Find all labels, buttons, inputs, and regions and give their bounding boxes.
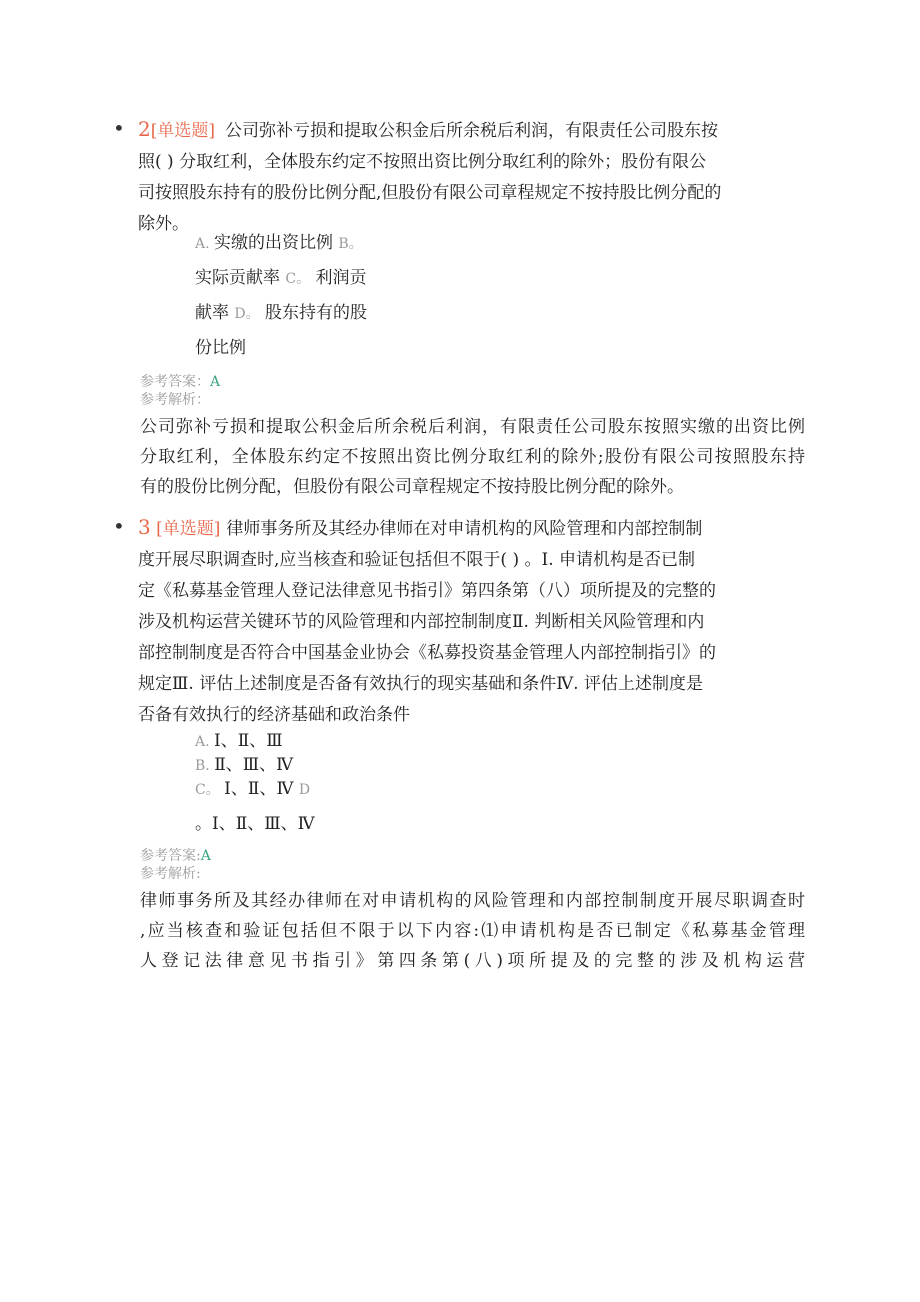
question-2-analysis [140,412,805,502]
question-2-stem [138,114,808,240]
answer-value: A [200,848,211,864]
option-text: Ⅰ、Ⅱ、Ⅲ [214,731,283,751]
question-type: [单选题] [156,519,221,539]
stem-line [138,512,808,545]
option-line [195,753,315,777]
answer-line [140,847,211,865]
stem-text: 公司弥补亏损和提取公积金后所余税后利润，有限责任公司股东按 [225,121,718,141]
option-text: Ⅰ、Ⅱ、Ⅳ [224,779,299,799]
stem-line: 除外。 [138,214,189,234]
stem-line: 度开展尽职调查时,应当核查和验证包括但不限于( ) 。Ⅰ. 申请机构是否已制 [138,550,695,570]
stem-line: 否备有效执行的经济基础和政治条件 [138,705,410,725]
question-3-analysis [140,886,805,976]
option-letter: C。 [195,782,225,798]
question-3-options [195,729,315,842]
option-letter: D [298,782,311,798]
answer-label: 参考答案: [140,848,201,864]
analysis-line: 人登记法律意见书指引》第四条第(八)项所提及的完整的涉及机构运营 [140,951,805,971]
option-text: 实际贡献率 [195,268,286,288]
option-line [195,777,315,801]
question-3-answer [140,847,211,883]
question-number: 3 [138,515,151,539]
analysis-label: 参考解析: [140,866,201,882]
option-text: Ⅱ、Ⅲ、Ⅳ [214,755,294,775]
stem-text: 律师事务所及其经办律师在对申请机构的风险管理和内部控制制 [226,519,703,539]
question-type: [单选题] [150,121,215,141]
option-line [195,226,367,261]
option-letter: B。 [338,236,363,252]
analysis-line: 有的股份比例分配，但股份有限公司章程规定不按持股比例分配的除外。 [140,477,684,497]
stem-line [138,114,808,147]
option-text: 份比例 [195,338,246,358]
option-line [195,807,315,842]
question-2-options [195,226,367,366]
stem-line: 部控制制度是否符合中国基金业协会《私募投资基金管理人内部控制指引》的 [138,643,716,663]
option-line [195,729,315,753]
option-letter: B. [195,758,215,774]
option-letter: A. [195,236,215,252]
question-2-answer [140,373,220,409]
stem-line: 照( ) 分取红利，全体股东约定不按照出资比例分取红利的除外；股份有限公 [138,152,707,172]
stem-line: 司按照股东持有的股份比例分配,但股份有限公司章程规定不按持股比例分配的 [138,183,722,203]
option-text: 实缴的出资比例 [214,233,339,253]
option-letter: A. [195,734,215,750]
analysis-label: 参考解析： [140,392,210,408]
option-text: 股东持有的股 [259,303,368,323]
question-number: 2 [138,117,151,141]
option-text: 。Ⅰ、Ⅱ、Ⅲ、Ⅳ [195,814,315,834]
option-line [195,331,367,366]
option-text: 利润贡 [310,268,367,288]
analysis-line: ,应当核查和验证包括但不限于以下内容:⑴申请机构是否已制定《私募基金管理 [140,921,805,941]
stem-line: 规定Ⅲ. 评估上述制度是否备有效执行的现实基础和条件Ⅳ. 评估上述制度是 [138,674,703,694]
option-text: 献率 [195,303,235,323]
option-line [195,296,367,331]
option-line [195,261,367,296]
option-letter: C。 [285,271,311,287]
analysis-line: 律师事务所及其经办律师在对申请机构的风险管理和内部控制制度开展尽职调查时 [140,891,805,911]
stem-line: 涉及机构运营关键环节的风险管理和内部控制制度Ⅱ. 判断相关风险管理和内 [138,612,705,632]
answer-line [140,373,220,391]
analysis-line: 公司弥补亏损和提取公积金后所余税后利润，有限责任公司股东按照实缴的出资比例 [140,417,805,437]
answer-label: 参考答案： [140,374,210,390]
list-bullet: • [113,514,125,538]
analysis-line: 分取红利，全体股东约定不按照出资比例分取红利的除外;股份有限公司按照股东持 [140,447,805,467]
list-bullet: • [113,116,125,140]
option-letter: D。 [234,306,260,322]
question-3-stem [138,512,808,731]
answer-value: A [210,374,221,390]
stem-line: 定《私募基金管理人登记法律意见书指引》第四条第（八）项所提及的完整的 [138,581,716,601]
